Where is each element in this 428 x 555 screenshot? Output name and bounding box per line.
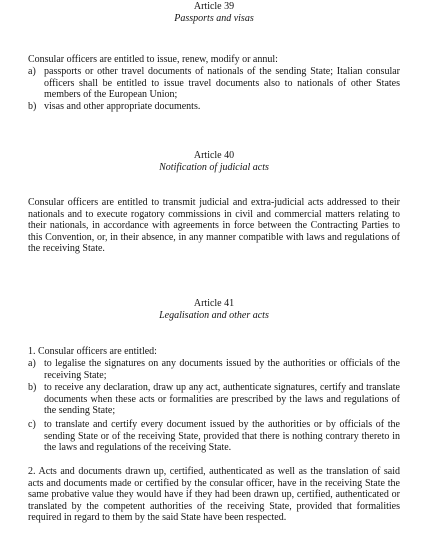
article-41-subtitle: Legalisation and other acts — [159, 310, 269, 321]
item-text: to legalise the signatures on any documents issued by the authorities or officials of the receiving State; — [44, 358, 400, 381]
item-marker: a) — [28, 358, 36, 369]
article-41-paragraph-2: 2. Acts and documents drawn up, certified, authenticated as well as the translation of said acts and documents made or certified by the consular officer, have in the receiving State the same probative value they would have if they had been drawn up, certified, authenticated or translated by the competent authorities of the receiving State, provided that formalities required in regard to them by the said State have been respected. — [28, 466, 400, 524]
article-41-intro: 1. Consular officers are entitled: — [28, 346, 157, 357]
item-text: to translate and certify every document issued by the authorities or by officials of the sending State or of the receiving State, provided that there is nothing contrary thereto in the laws and regulations of the receiving State. — [44, 419, 400, 454]
article-39-item-b — [28, 101, 400, 113]
item-text: passports or other travel documents of nationals of the sending State; Italian consular officers shall be entitled to issue travel documents also to nationals of other States members of the European Union; — [44, 66, 400, 101]
article-41-item-c — [28, 419, 400, 454]
article-41-item-b — [28, 382, 400, 417]
item-text: visas and other appropriate documents. — [44, 101, 201, 112]
article-40-body: Consular officers are entitled to transmit judicial and extra-judicial acts addressed to their nationals and to execute rogatory commissions in civil and commercial matters relating to their nationals, in accordance with agreements in force between the Contracting Parties to this Convention, or, in their absence, in any manner compatible with laws and regulations of the receiving State. — [28, 197, 400, 255]
article-40-subtitle: Notification of judicial acts — [159, 162, 269, 173]
article-40-title: Article 40 — [193, 150, 235, 161]
article-39-subtitle: Passports and visas — [174, 13, 254, 24]
item-marker: a) — [28, 66, 36, 77]
item-text: to receive any declaration, draw up any act, authenticate signatures, certify and translate documents when these acts or formalities are prescribed by the laws and regulations of the sending State; — [44, 382, 400, 417]
article-39-item-a — [28, 66, 400, 101]
item-marker: c) — [28, 419, 36, 430]
item-marker: b) — [28, 101, 37, 112]
article-39-title: Article 39 — [193, 1, 235, 12]
item-marker: b) — [28, 382, 37, 393]
article-41-title: Article 41 — [193, 298, 235, 309]
article-39-intro: Consular officers are entitled to issue, renew, modify or annul: — [28, 54, 278, 65]
article-41-item-a — [28, 358, 400, 381]
